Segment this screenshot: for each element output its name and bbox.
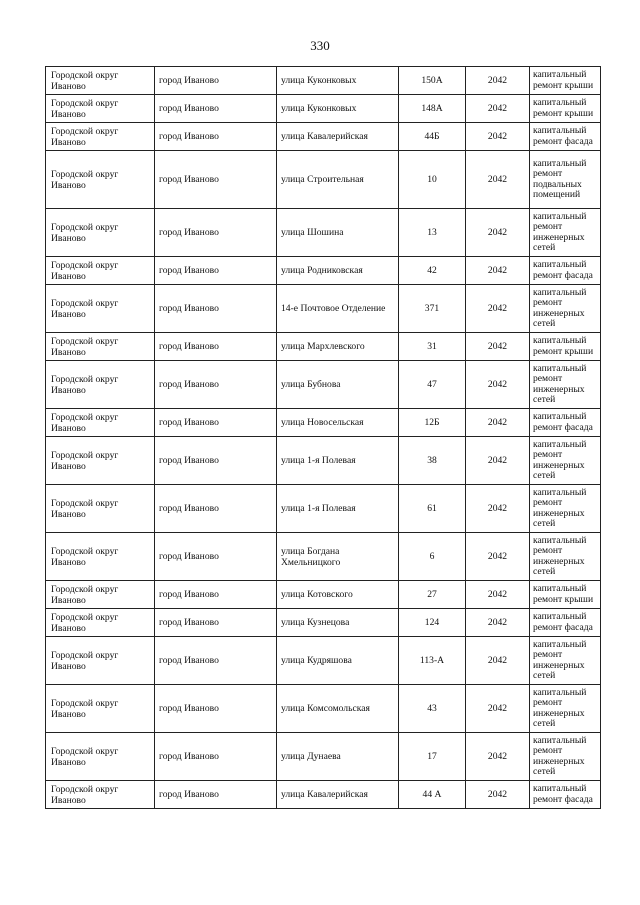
house-number-cell: 47 <box>399 361 466 409</box>
district-cell: Городской округ Иваново <box>46 533 155 581</box>
year-cell: 2042 <box>466 533 530 581</box>
house-number-cell: 61 <box>399 485 466 533</box>
district-cell: Городской округ Иваново <box>46 581 155 609</box>
street-cell: улица 1-я Полевая <box>277 485 399 533</box>
work-type-cell: капитальный ремонт инженерных сетей <box>530 209 601 257</box>
street-cell: улица Комсомольская <box>277 685 399 733</box>
house-number-cell: 13 <box>399 209 466 257</box>
house-number-cell: 12Б <box>399 409 466 437</box>
district-cell: Городской округ Иваново <box>46 637 155 685</box>
city-cell: город Иваново <box>155 209 277 257</box>
work-type-cell: капитальный ремонт инженерных сетей <box>530 361 601 409</box>
table-row <box>46 209 601 257</box>
table-row <box>46 733 601 781</box>
year-cell: 2042 <box>466 285 530 333</box>
table-row <box>46 485 601 533</box>
work-type-cell: капитальный ремонт крыши <box>530 67 601 95</box>
work-type-cell: капитальный ремонт фасада <box>530 257 601 285</box>
house-number-cell: 27 <box>399 581 466 609</box>
year-cell: 2042 <box>466 637 530 685</box>
table-row <box>46 333 601 361</box>
street-cell: улица 1-я Полевая <box>277 437 399 485</box>
work-type-cell: капитальный ремонт крыши <box>530 95 601 123</box>
table-row <box>46 257 601 285</box>
year-cell: 2042 <box>466 733 530 781</box>
street-cell: улица Родниковская <box>277 257 399 285</box>
year-cell: 2042 <box>466 257 530 285</box>
district-cell: Городской округ Иваново <box>46 151 155 209</box>
street-cell: улица Кавалерийская <box>277 123 399 151</box>
table-row <box>46 581 601 609</box>
repair-schedule-table <box>45 66 601 809</box>
city-cell: город Иваново <box>155 95 277 123</box>
house-number-cell: 17 <box>399 733 466 781</box>
city-cell: город Иваново <box>155 609 277 637</box>
street-cell: улица Шошина <box>277 209 399 257</box>
year-cell: 2042 <box>466 685 530 733</box>
table-row <box>46 533 601 581</box>
city-cell: город Иваново <box>155 485 277 533</box>
city-cell: город Иваново <box>155 257 277 285</box>
work-type-cell: капитальный ремонт инженерных сетей <box>530 285 601 333</box>
house-number-cell: 44 А <box>399 781 466 809</box>
table-row <box>46 67 601 95</box>
city-cell: город Иваново <box>155 285 277 333</box>
district-cell: Городской округ Иваново <box>46 67 155 95</box>
house-number-cell: 124 <box>399 609 466 637</box>
table-row <box>46 361 601 409</box>
year-cell: 2042 <box>466 333 530 361</box>
house-number-cell: 10 <box>399 151 466 209</box>
table-row <box>46 95 601 123</box>
city-cell: город Иваново <box>155 67 277 95</box>
table-row <box>46 781 601 809</box>
table-row <box>46 285 601 333</box>
street-cell: улица Дунаева <box>277 733 399 781</box>
district-cell: Городской округ Иваново <box>46 333 155 361</box>
year-cell: 2042 <box>466 485 530 533</box>
house-number-cell: 6 <box>399 533 466 581</box>
year-cell: 2042 <box>466 361 530 409</box>
year-cell: 2042 <box>466 67 530 95</box>
work-type-cell: капитальный ремонт инженерных сетей <box>530 485 601 533</box>
city-cell: город Иваново <box>155 581 277 609</box>
house-number-cell: 31 <box>399 333 466 361</box>
work-type-cell: капитальный ремонт фасада <box>530 123 601 151</box>
table-row <box>46 409 601 437</box>
district-cell: Городской округ Иваново <box>46 781 155 809</box>
work-type-cell: капитальный ремонт инженерных сетей <box>530 685 601 733</box>
city-cell: город Иваново <box>155 123 277 151</box>
street-cell: улица Котовского <box>277 581 399 609</box>
district-cell: Городской округ Иваново <box>46 257 155 285</box>
year-cell: 2042 <box>466 409 530 437</box>
street-cell: улица Куконковых <box>277 67 399 95</box>
year-cell: 2042 <box>466 437 530 485</box>
work-type-cell: капитальный ремонт инженерных сетей <box>530 637 601 685</box>
house-number-cell: 371 <box>399 285 466 333</box>
year-cell: 2042 <box>466 209 530 257</box>
city-cell: город Иваново <box>155 733 277 781</box>
house-number-cell: 150А <box>399 67 466 95</box>
street-cell: улица Кавалерийская <box>277 781 399 809</box>
city-cell: город Иваново <box>155 409 277 437</box>
table-row <box>46 437 601 485</box>
city-cell: город Иваново <box>155 685 277 733</box>
table-row <box>46 151 601 209</box>
district-cell: Городской округ Иваново <box>46 95 155 123</box>
work-type-cell: капитальный ремонт подвальных помещений <box>530 151 601 209</box>
district-cell: Городской округ Иваново <box>46 609 155 637</box>
street-cell: улица Строительная <box>277 151 399 209</box>
house-number-cell: 38 <box>399 437 466 485</box>
page-number: 330 <box>310 38 330 53</box>
street-cell: улица Богдана Хмельницкого <box>277 533 399 581</box>
work-type-cell: капитальный ремонт фасада <box>530 781 601 809</box>
work-type-cell: капитальный ремонт фасада <box>530 409 601 437</box>
street-cell: улица Мархлевского <box>277 333 399 361</box>
street-cell: улица Новосельская <box>277 409 399 437</box>
city-cell: город Иваново <box>155 781 277 809</box>
city-cell: город Иваново <box>155 533 277 581</box>
house-number-cell: 148А <box>399 95 466 123</box>
table-row <box>46 609 601 637</box>
year-cell: 2042 <box>466 151 530 209</box>
city-cell: город Иваново <box>155 637 277 685</box>
year-cell: 2042 <box>466 95 530 123</box>
work-type-cell: капитальный ремонт инженерных сетей <box>530 533 601 581</box>
district-cell: Городской округ Иваново <box>46 209 155 257</box>
street-cell: улица Бубнова <box>277 361 399 409</box>
city-cell: город Иваново <box>155 361 277 409</box>
street-cell: улица Кудряшова <box>277 637 399 685</box>
house-number-cell: 43 <box>399 685 466 733</box>
city-cell: город Иваново <box>155 437 277 485</box>
table-row <box>46 637 601 685</box>
house-number-cell: 42 <box>399 257 466 285</box>
city-cell: город Иваново <box>155 151 277 209</box>
work-type-cell: капитальный ремонт крыши <box>530 581 601 609</box>
house-number-cell: 44Б <box>399 123 466 151</box>
year-cell: 2042 <box>466 581 530 609</box>
work-type-cell: капитальный ремонт фасада <box>530 609 601 637</box>
district-cell: Городской округ Иваново <box>46 485 155 533</box>
work-type-cell: капитальный ремонт инженерных сетей <box>530 733 601 781</box>
district-cell: Городской округ Иваново <box>46 685 155 733</box>
house-number-cell: 113-А <box>399 637 466 685</box>
district-cell: Городской округ Иваново <box>46 123 155 151</box>
table-row <box>46 123 601 151</box>
district-cell: Городской округ Иваново <box>46 733 155 781</box>
work-type-cell: капитальный ремонт крыши <box>530 333 601 361</box>
year-cell: 2042 <box>466 781 530 809</box>
city-cell: город Иваново <box>155 333 277 361</box>
district-cell: Городской округ Иваново <box>46 437 155 485</box>
district-cell: Городской округ Иваново <box>46 361 155 409</box>
table-row <box>46 685 601 733</box>
district-cell: Городской округ Иваново <box>46 285 155 333</box>
work-type-cell: капитальный ремонт инженерных сетей <box>530 437 601 485</box>
year-cell: 2042 <box>466 123 530 151</box>
street-cell: 14-е Почтовое Отделение <box>277 285 399 333</box>
year-cell: 2042 <box>466 609 530 637</box>
street-cell: улица Куконковых <box>277 95 399 123</box>
district-cell: Городской округ Иваново <box>46 409 155 437</box>
street-cell: улица Кузнецова <box>277 609 399 637</box>
